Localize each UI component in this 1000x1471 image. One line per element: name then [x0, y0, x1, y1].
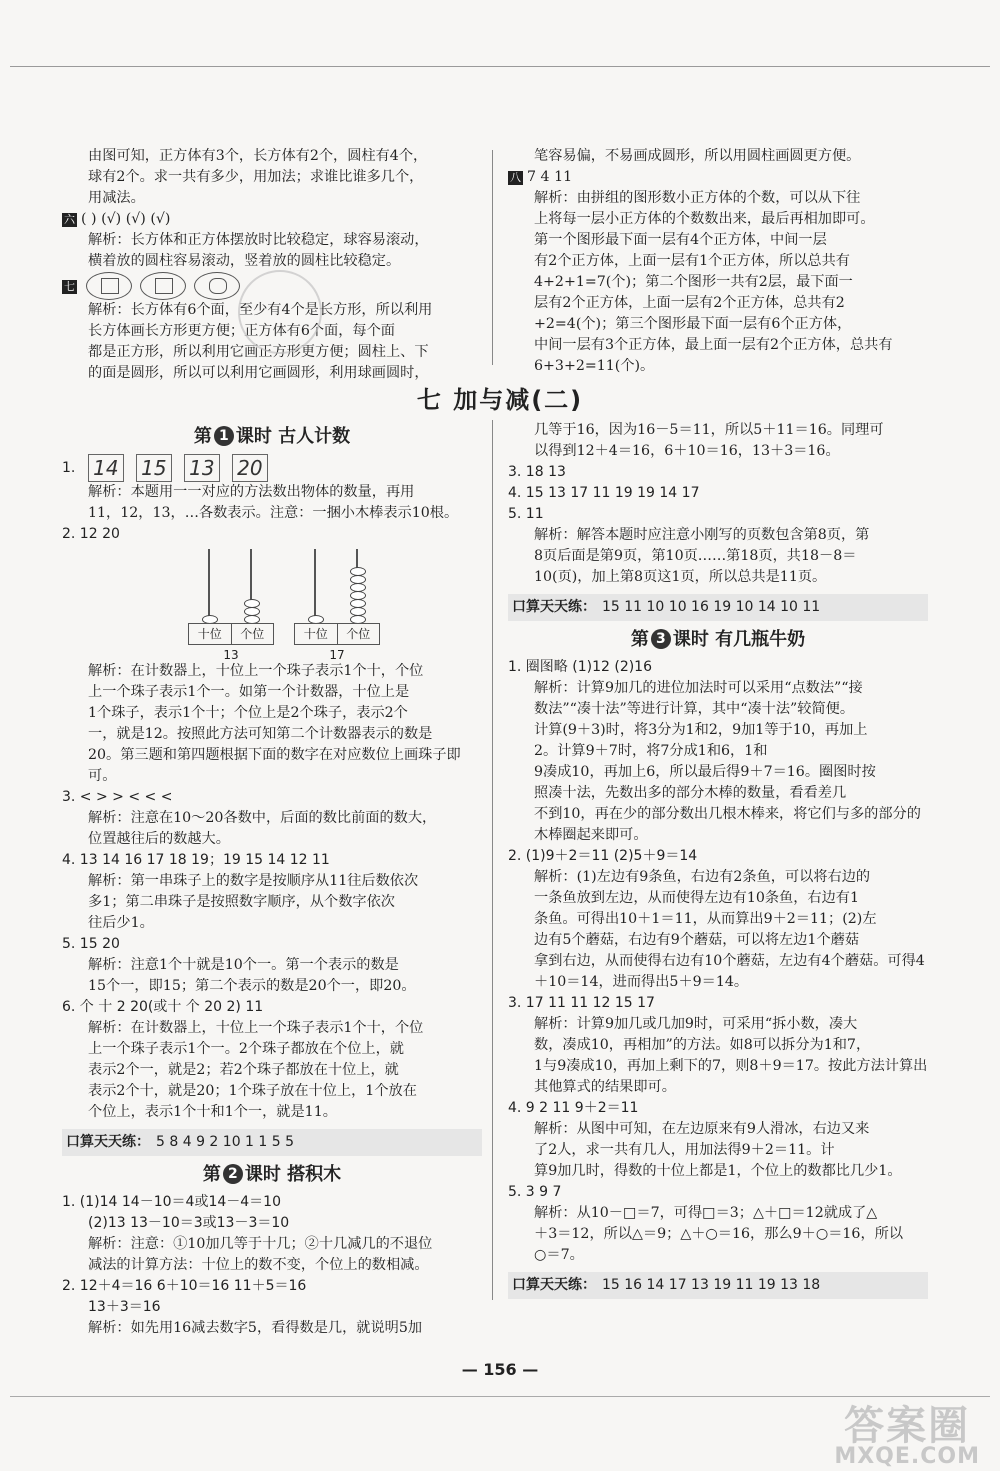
text-line: 中间一层有3个正方体，最上面一层有2个正方体，总共有6+3+2=11(个)。: [534, 337, 893, 374]
text-line: 个位上，表示1个十和1个一，就是11。: [88, 1104, 337, 1120]
text-line: ＋3＝12，所以△＝9；△＋○＝16，那么9＋○＝16，所以: [534, 1226, 904, 1242]
q6: 6. 个 十 2 20(或十 个 20 2) 11: [62, 999, 264, 1015]
text-line: 10(页)，加上第8页这1页，所以总共是11页。: [534, 569, 827, 585]
stamp-mark: [238, 270, 322, 354]
column-divider: [492, 420, 493, 1300]
answer-6: 六 ( ) (√) (√) (√): [64, 211, 171, 227]
text-line: +2=4(个)；第三个图形最下面一层有6个正方体，: [534, 316, 852, 332]
text-line: 不到10，再在少的部分数出几根木棒来，将它们与多的部分的木棒圈起来即可。: [534, 806, 921, 843]
text-line: 解析：注意：①10加几等于十几；②十几减几的不退位: [88, 1236, 433, 1252]
tally-boxes: [88, 454, 268, 482]
text-line: 数，凑成10，再相加”的方法。如8可以拆分为1和7，: [534, 1037, 871, 1053]
text-line: 都是正方形，所以利用它画正方形更方便；圆柱上、下: [88, 344, 429, 360]
lesson-1-title: 第 1 课时 古人计数: [193, 426, 351, 447]
text-line: 上一个珠子表示1个一。如第一个计数器，十位上是: [88, 684, 410, 700]
text-line: 边有5个蘑菇，右边有9个蘑菇，可以将左边1个蘑菇: [534, 932, 860, 948]
lesson-2-title: 第 2 课时 搭积木: [202, 1164, 342, 1185]
text-line: 照凑十法，先数出多的部分木棒的数量，看看差几: [534, 785, 847, 801]
shape-circles: [86, 272, 240, 300]
text-line: 解析：从图中可知，在左边原来有9人滑冰，右边又来: [534, 1121, 870, 1137]
q1: 1. (1)14 14－10＝4或14－4＝10: [62, 1194, 281, 1210]
text-line: 4+2+1=7(个)；第二个图形一共有2层，最下面一: [534, 274, 853, 290]
text-line: 笔容易偏，不易画成圆形，所以用圆柱画圆更方便。: [534, 148, 861, 164]
text-line: 解析：长方体有6个面，至少有4个是长方形，所以利用: [88, 302, 433, 318]
text-line: 以得到12＋4＝16，6＋10＝16，13＋3＝16。: [534, 443, 840, 459]
section-marker: 六: [64, 213, 75, 226]
bead: [350, 607, 366, 616]
q5: 5. 15 20: [62, 936, 120, 952]
text-line: 解析：本题用一一对应的方法数出物体的数量，再用: [88, 484, 415, 500]
text-line: 上一个珠子表示1个一。2个珠子都放在个位上，就: [88, 1041, 404, 1057]
q4: 4. 15 13 17 11 19 19 14 17: [508, 485, 700, 501]
text-line: 的面是圆形，所以可以利用它画圆形，利用球画圆时，: [88, 365, 429, 381]
text-line: 解析：从10－□＝7，可得□＝3；△＋□＝12就成了△: [534, 1205, 878, 1221]
chapter-title: 七 加与减(二): [416, 386, 584, 414]
text-line: 解析：注意1个十就是10个一。第一个表示的数是: [88, 957, 399, 973]
text-line: 解析：在计数器上，十位上一个珠子表示1个十，个位: [88, 663, 424, 679]
text-line: 15个一，即15；第二个表示的数是20个一，即20。: [88, 978, 416, 994]
text-line: 横着放的圆柱容易滚动，竖着放的圆柱比较稳定。: [88, 253, 401, 269]
bead: [350, 567, 366, 576]
text-line: 表示2个一，就是2；若2个珠子都放在十位上，就: [88, 1062, 399, 1078]
text-line: 往后少1。: [88, 915, 154, 931]
cuboid-icon: [86, 272, 132, 300]
text-line: 解析：第一串珠子上的数字是按顺序从11往后数依次: [88, 873, 419, 889]
text-line: 用减法。: [88, 190, 145, 206]
text-line: 解析：在计数器上，十位上一个珠子表示1个十，个位: [88, 1020, 424, 1036]
text-line: 拿到右边，从而使得右边有10个蘑菇，左边有4个蘑菇。可得4＋10＝14，进而得出5＋9＝14。: [534, 953, 925, 990]
text-line: 有2个正方体，上面一层有1个正方体，所以总共有: [534, 253, 850, 269]
q1: 1. 14 15 13 20: [62, 454, 482, 482]
text-line: 解析：注意在10～20各数中，后面的数比前面的数大，: [88, 810, 437, 826]
tally-box: 13: [184, 454, 220, 482]
daily-drill: 口算天天练： 15 11 10 10 16 19 10 14 10 11: [508, 594, 928, 621]
tally-box: 14: [88, 454, 124, 482]
lower-left-block: [62, 420, 482, 1339]
text-line: 11，12，13，…各数表示。注意：一捆小木棒表示10根。: [88, 505, 459, 521]
abacus-17: 十位 个位 17: [294, 549, 380, 661]
column-divider: [492, 150, 493, 365]
text-line: 1个珠子，表示1个十；个位上是2个珠子，表示2个: [88, 705, 408, 721]
page-number: — 156 —: [461, 1360, 539, 1379]
text-line: 2。计算9＋7时，将7分成1和6，1和: [534, 743, 768, 759]
q1: 1. 圈图略 (1)12 (2)16: [508, 659, 652, 675]
section-marker: 七: [64, 280, 75, 293]
text-line: 解析：如先用16减去数字5，看得数是几，就说明5加: [88, 1320, 423, 1336]
text-line: 层有2个正方体，上面一层有2个正方体，总共有2: [534, 295, 845, 311]
bead: [244, 607, 260, 616]
text-line: 数法”“凑十法”等进行计算，其中“凑十法”较简便。: [534, 701, 855, 717]
text-line: 减法的计算方法：十位上的数不变，个位上的数相减。: [88, 1257, 429, 1273]
q5: 5. 3 9 7: [508, 1184, 562, 1200]
text-line: 20。第三题和第四题根据下面的数字在对应数位上画珠子即可。: [88, 747, 461, 784]
section-marker: 八: [510, 171, 521, 184]
q3: 3. 17 11 11 12 15 17: [508, 995, 655, 1011]
top-rule: [10, 66, 990, 67]
bead: [350, 575, 366, 584]
text-line: 1与9凑成10，再加上剩下的7，则8＋9＝17。按此方法计算出其他算式的结果即可。: [534, 1058, 928, 1095]
bead: [350, 591, 366, 600]
q4: 4. 9 2 11 9＋2＝11: [508, 1100, 639, 1116]
answer-8: 八 7 4 11: [510, 169, 573, 185]
bead: [244, 599, 260, 608]
text-line: ○＝7。: [534, 1247, 584, 1263]
tally-box: 15: [136, 454, 172, 482]
text-line: 表示2个十，就是20；1个珠子放在十位上，1个放在: [88, 1083, 417, 1099]
text-line: 解析：解答本题时应注意小刚写的页数包含第8页，第: [534, 527, 870, 543]
cube-icon: [140, 272, 186, 300]
text-line: 解析：(1)左边有9条鱼，右边有2条鱼，可以将右边的: [534, 869, 871, 885]
text-line: 位置越往后的数越大。: [88, 831, 230, 847]
q5: 5. 11: [508, 506, 544, 522]
text-line: 第一个图形最下面一层有4个正方体，中间一层: [534, 232, 827, 248]
q2: 2. 12 20: [62, 526, 120, 542]
text-line: 解析：长方体和正方体摆放时比较稳定，球容易滚动，: [88, 232, 429, 248]
text-line: 由图可知，正方体有3个，长方体有2个，圆柱有4个，: [88, 148, 428, 164]
watermark-logo: 答案圈 MXQE.COM: [834, 1403, 980, 1469]
text-line: 解析：计算9加几或几加9时，可采用“拆小数，凑大: [534, 1016, 858, 1032]
text-line: 了2人，求一共有几人，用加法得9＋2＝11。计: [534, 1142, 835, 1158]
text-line: 解析：计算9加几的进位加法时可以采用“点数法”“接: [534, 680, 863, 696]
bottom-rule: [10, 1396, 990, 1397]
text-line: 一条鱼放到左边，从而使得左边有10条鱼，右边有1: [534, 890, 860, 906]
daily-drill: 口算天天练： 5 8 4 9 2 10 1 1 5 5: [62, 1129, 482, 1156]
daily-drill: 口算天天练： 15 16 14 17 13 19 11 19 13 18: [508, 1272, 928, 1299]
cylinder-icon: [194, 272, 240, 300]
text-line: 几等于16，因为16－5＝11，所以5＋11＝16。同理可: [534, 422, 884, 438]
text-line: 球有2个。求一共有多少，用加法；求谁比谁多几个，: [88, 169, 424, 185]
text-line: 一，就是12。按照此方法可知第二个计数器表示的数是: [88, 726, 433, 742]
abacus-figures: [62, 549, 482, 661]
bead: [350, 599, 366, 608]
q4: 4. 13 14 16 17 18 19；19 15 14 12 11: [62, 852, 330, 868]
q3: 3. < > > < < <: [62, 789, 173, 805]
tally-box: 20: [232, 454, 268, 482]
text-line: (2)13 13－10＝3或13－3＝10: [88, 1215, 290, 1231]
text-line: 算9加几时，得数的十位上都是1，个位上的数都比几少1。: [534, 1163, 902, 1179]
text-line: 解析：由拼组的图形数小正方体的个数，可以从下往: [534, 190, 861, 206]
bead: [350, 583, 366, 592]
q3: 3. 18 13: [508, 464, 566, 480]
text-line: 长方体画长方形更方便；正方体有6个面，每个面: [88, 323, 395, 339]
text-line: 8页后面是第9页，第10页……第18页，共18－8＝: [534, 548, 857, 564]
text-line: 多1；第二串珠子是按照数字顺序，从个数字依次: [88, 894, 395, 910]
abacus-13: 十位 个位 13: [188, 549, 274, 661]
text-line: 13＋3＝16: [88, 1299, 161, 1315]
lower-right-block: [508, 420, 928, 1303]
q2: 2. (1)9＋2＝11 (2)5＋9＝14: [508, 848, 698, 864]
text-line: 计算(9＋3)时，将3分为1和2，9加1等于10，再加上: [534, 722, 868, 738]
text-line: 上将每一层小正方体的个数数出来，最后再相加即可。: [534, 211, 875, 227]
top-right-block: [508, 146, 928, 377]
q2: 2. 12＋4＝16 6＋10＝16 11＋5＝16: [62, 1278, 307, 1294]
text-line: 条鱼。可得出10＋1＝11，从而算出9＋2＝11；(2)左: [534, 911, 877, 927]
lesson-3-title: 第 3 课时 有几瓶牛奶: [630, 629, 806, 650]
text-line: 9凑成10，再加上6，所以最后得9＋7＝16。圈图时按: [534, 764, 876, 780]
